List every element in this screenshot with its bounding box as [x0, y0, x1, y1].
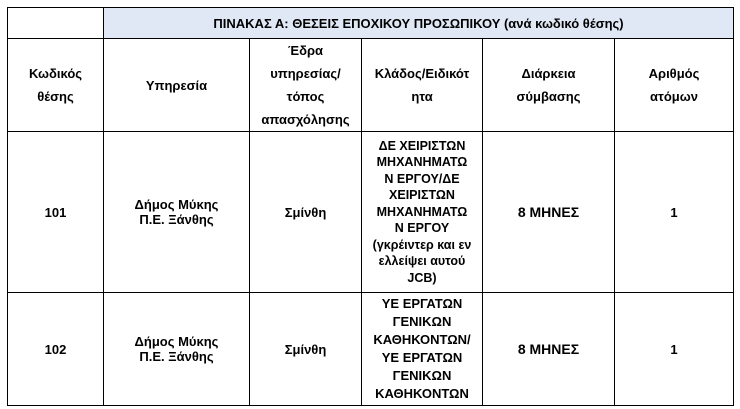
- header-row: [8, 39, 734, 132]
- blank-corner-cell: [8, 8, 104, 39]
- header-specialty: Κλάδος/Ειδικότ ητα: [362, 39, 483, 132]
- cell-specialty: ΔΕ ΧΕΙΡΙΣΤΩΝ ΜΗΧΑΝΗΜΑΤΩ Ν ΕΡΓΟΥ/ΔΕ ΧΕΙΡΙΣΤΩΝ ΜΗΧΑΝΗΜΑΤΩ Ν ΕΡΓΟΥ (γκρέιντερ και εν ελλείψει αυτού JCB): [362, 132, 483, 293]
- cell-code: 101: [8, 132, 104, 293]
- cell-count: 1: [615, 132, 734, 293]
- header-code: Κωδικός θέσης: [8, 39, 104, 132]
- cell-service: Δήμος Μύκης Π.Ε. Ξάνθης: [104, 132, 250, 293]
- header-count: Αριθμός ατόμων: [615, 39, 734, 132]
- cell-location: Σμίνθη: [250, 132, 362, 293]
- cell-count: 1: [615, 293, 734, 406]
- title-row: [8, 8, 734, 39]
- cell-service: Δήμος Μύκης Π.Ε. Ξάνθης: [104, 293, 250, 406]
- header-location: Έδρα υπηρεσίας/τόπος απασχόλησης: [250, 39, 362, 132]
- positions-table: [7, 7, 734, 406]
- cell-specialty: ΥΕ ΕΡΓΑΤΩΝ ΓΕΝΙΚΩΝ ΚΑΘΗΚΟΝΤΩΝ/ ΥΕ ΕΡΓΑΤΩΝ ΓΕΝΙΚΩΝ ΚΑΘΗΚΟΝΤΩΝ: [362, 293, 483, 406]
- table-title: ΠΙΝΑΚΑΣ Α: ΘΕΣΕΙΣ ΕΠΟΧΙΚΟΥ ΠΡΟΣΩΠΙΚΟΥ (ανά κωδικό θέσης): [104, 8, 734, 39]
- cell-code: 102: [8, 293, 104, 406]
- header-service: Υπηρεσία: [104, 39, 250, 132]
- cell-duration: 8 ΜΗΝΕΣ: [483, 132, 615, 293]
- table-row: [8, 293, 734, 406]
- header-duration: Διάρκεια σύμβασης: [483, 39, 615, 132]
- table-row: [8, 132, 734, 293]
- cell-location: Σμίνθη: [250, 293, 362, 406]
- cell-duration: 8 ΜΗΝΕΣ: [483, 293, 615, 406]
